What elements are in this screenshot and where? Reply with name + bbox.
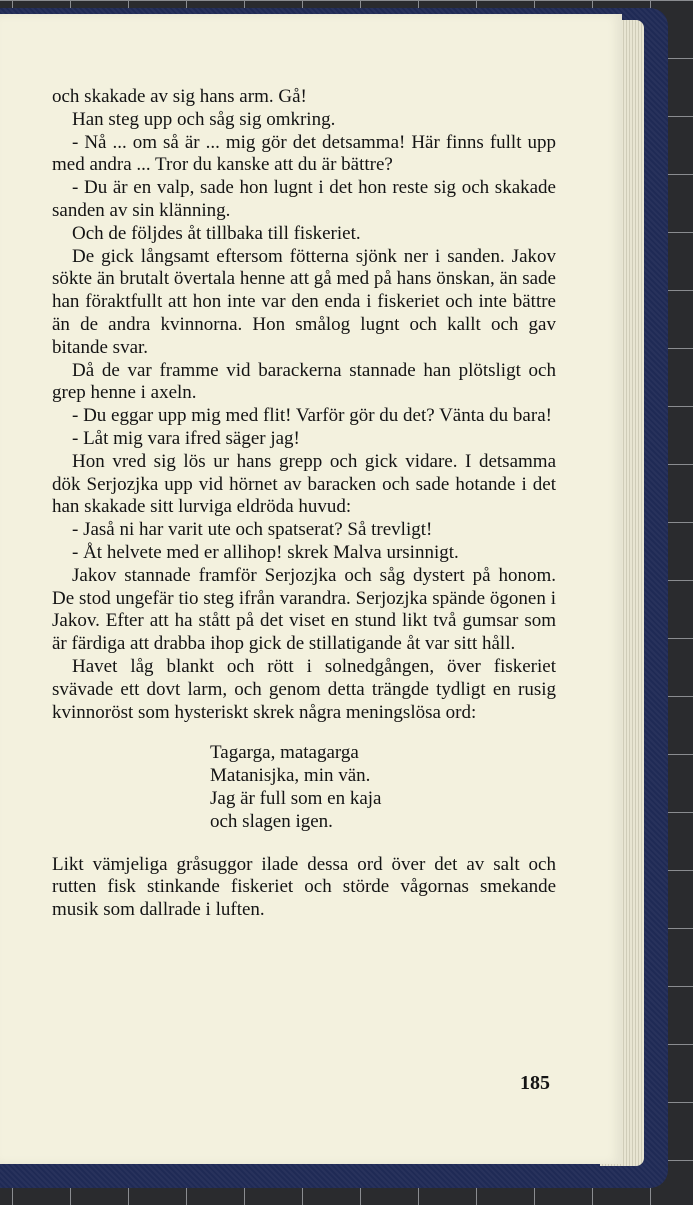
poem-line: Tagarga, matagarga	[210, 742, 359, 764]
paragraph: - Jaså ni har varit ute och spatserat? Så trevligt!	[72, 519, 433, 541]
book-page	[0, 14, 622, 1164]
paragraph: - Låt mig vara ifred säger jag!	[72, 427, 300, 449]
paragraph: - Åt helvete med er allihop! skrek Malva ursinnigt.	[72, 541, 459, 563]
paragraph: - Du är en valp, sade hon lugnt i det hon reste sig och skakade sanden av sin klänning.	[52, 177, 556, 221]
page-text	[52, 86, 556, 922]
paragraph: Hon vred sig lös ur hans grepp och gick vidare. I detsamma dök Serjozjka upp vid hörnet av baracken och sade hotande i det han skakade sitt lurviga eldröda huvud:	[52, 450, 556, 518]
paragraph: och skakade av sig hans arm. Gå!	[52, 86, 307, 107]
paragraph: Då de var framme vid barackerna stannade han plötsligt och grep henne i axeln.	[52, 359, 556, 404]
closing-paragraph: Likt vämjeliga gråsuggor ilade dessa ord över det av salt och rutten fisk stinkande fiskeriet och störde vågornas smekande musik som dallrade i luften.	[52, 853, 556, 921]
paragraph: Havet låg blankt och rött i solnedgången, över fiskeriet svävade ett dovt larm, och genom detta trängde tydligt en rusig kvinnoröst som hysteriskt skrek några meningslösa ord:	[52, 655, 556, 723]
paragraph: - Nå ... om så är ... mig gör det detsamma! Här finns fullt upp med andra ... Tror du kanske att du är bättre?	[52, 131, 556, 176]
paragraph: Han steg upp och såg sig omkring.	[72, 108, 336, 130]
poem-line: Jag är full som en kaja	[210, 787, 382, 809]
paragraph: - Du eggar upp mig med flit! Varför gör du det? Vänta du bara!	[72, 405, 552, 427]
page-number: 185	[520, 1072, 550, 1094]
paragraph: Jakov stannade framför Serjozjka och såg dystert på honom. De stod ungefär tio steg ifrån varandra. Serjozjka spände ögonen i Jakov. Efter att ha stått på det viset en stund likt två gumsar som är färdiga att drabba ihop gick de stillatigande åt var sitt håll.	[52, 564, 556, 655]
poem-line: och slagen igen.	[210, 810, 333, 832]
paragraph: Och de följdes åt tillbaka till fiskeriet.	[72, 222, 361, 244]
poem-stanza	[210, 742, 556, 833]
poem-line: Matanisjka, min vän.	[210, 765, 371, 787]
paragraph: De gick långsamt eftersom fötterna sjönk ner i sanden. Jakov sökte än brutalt övertala henne att gå med på hans önskan, än sade han föraktfullt att hon inte var den enda i fiskeriet och inte bättre än de andra kvinnorna. Hon smålog lugnt och kallt och gav bitande svar.	[52, 245, 556, 358]
